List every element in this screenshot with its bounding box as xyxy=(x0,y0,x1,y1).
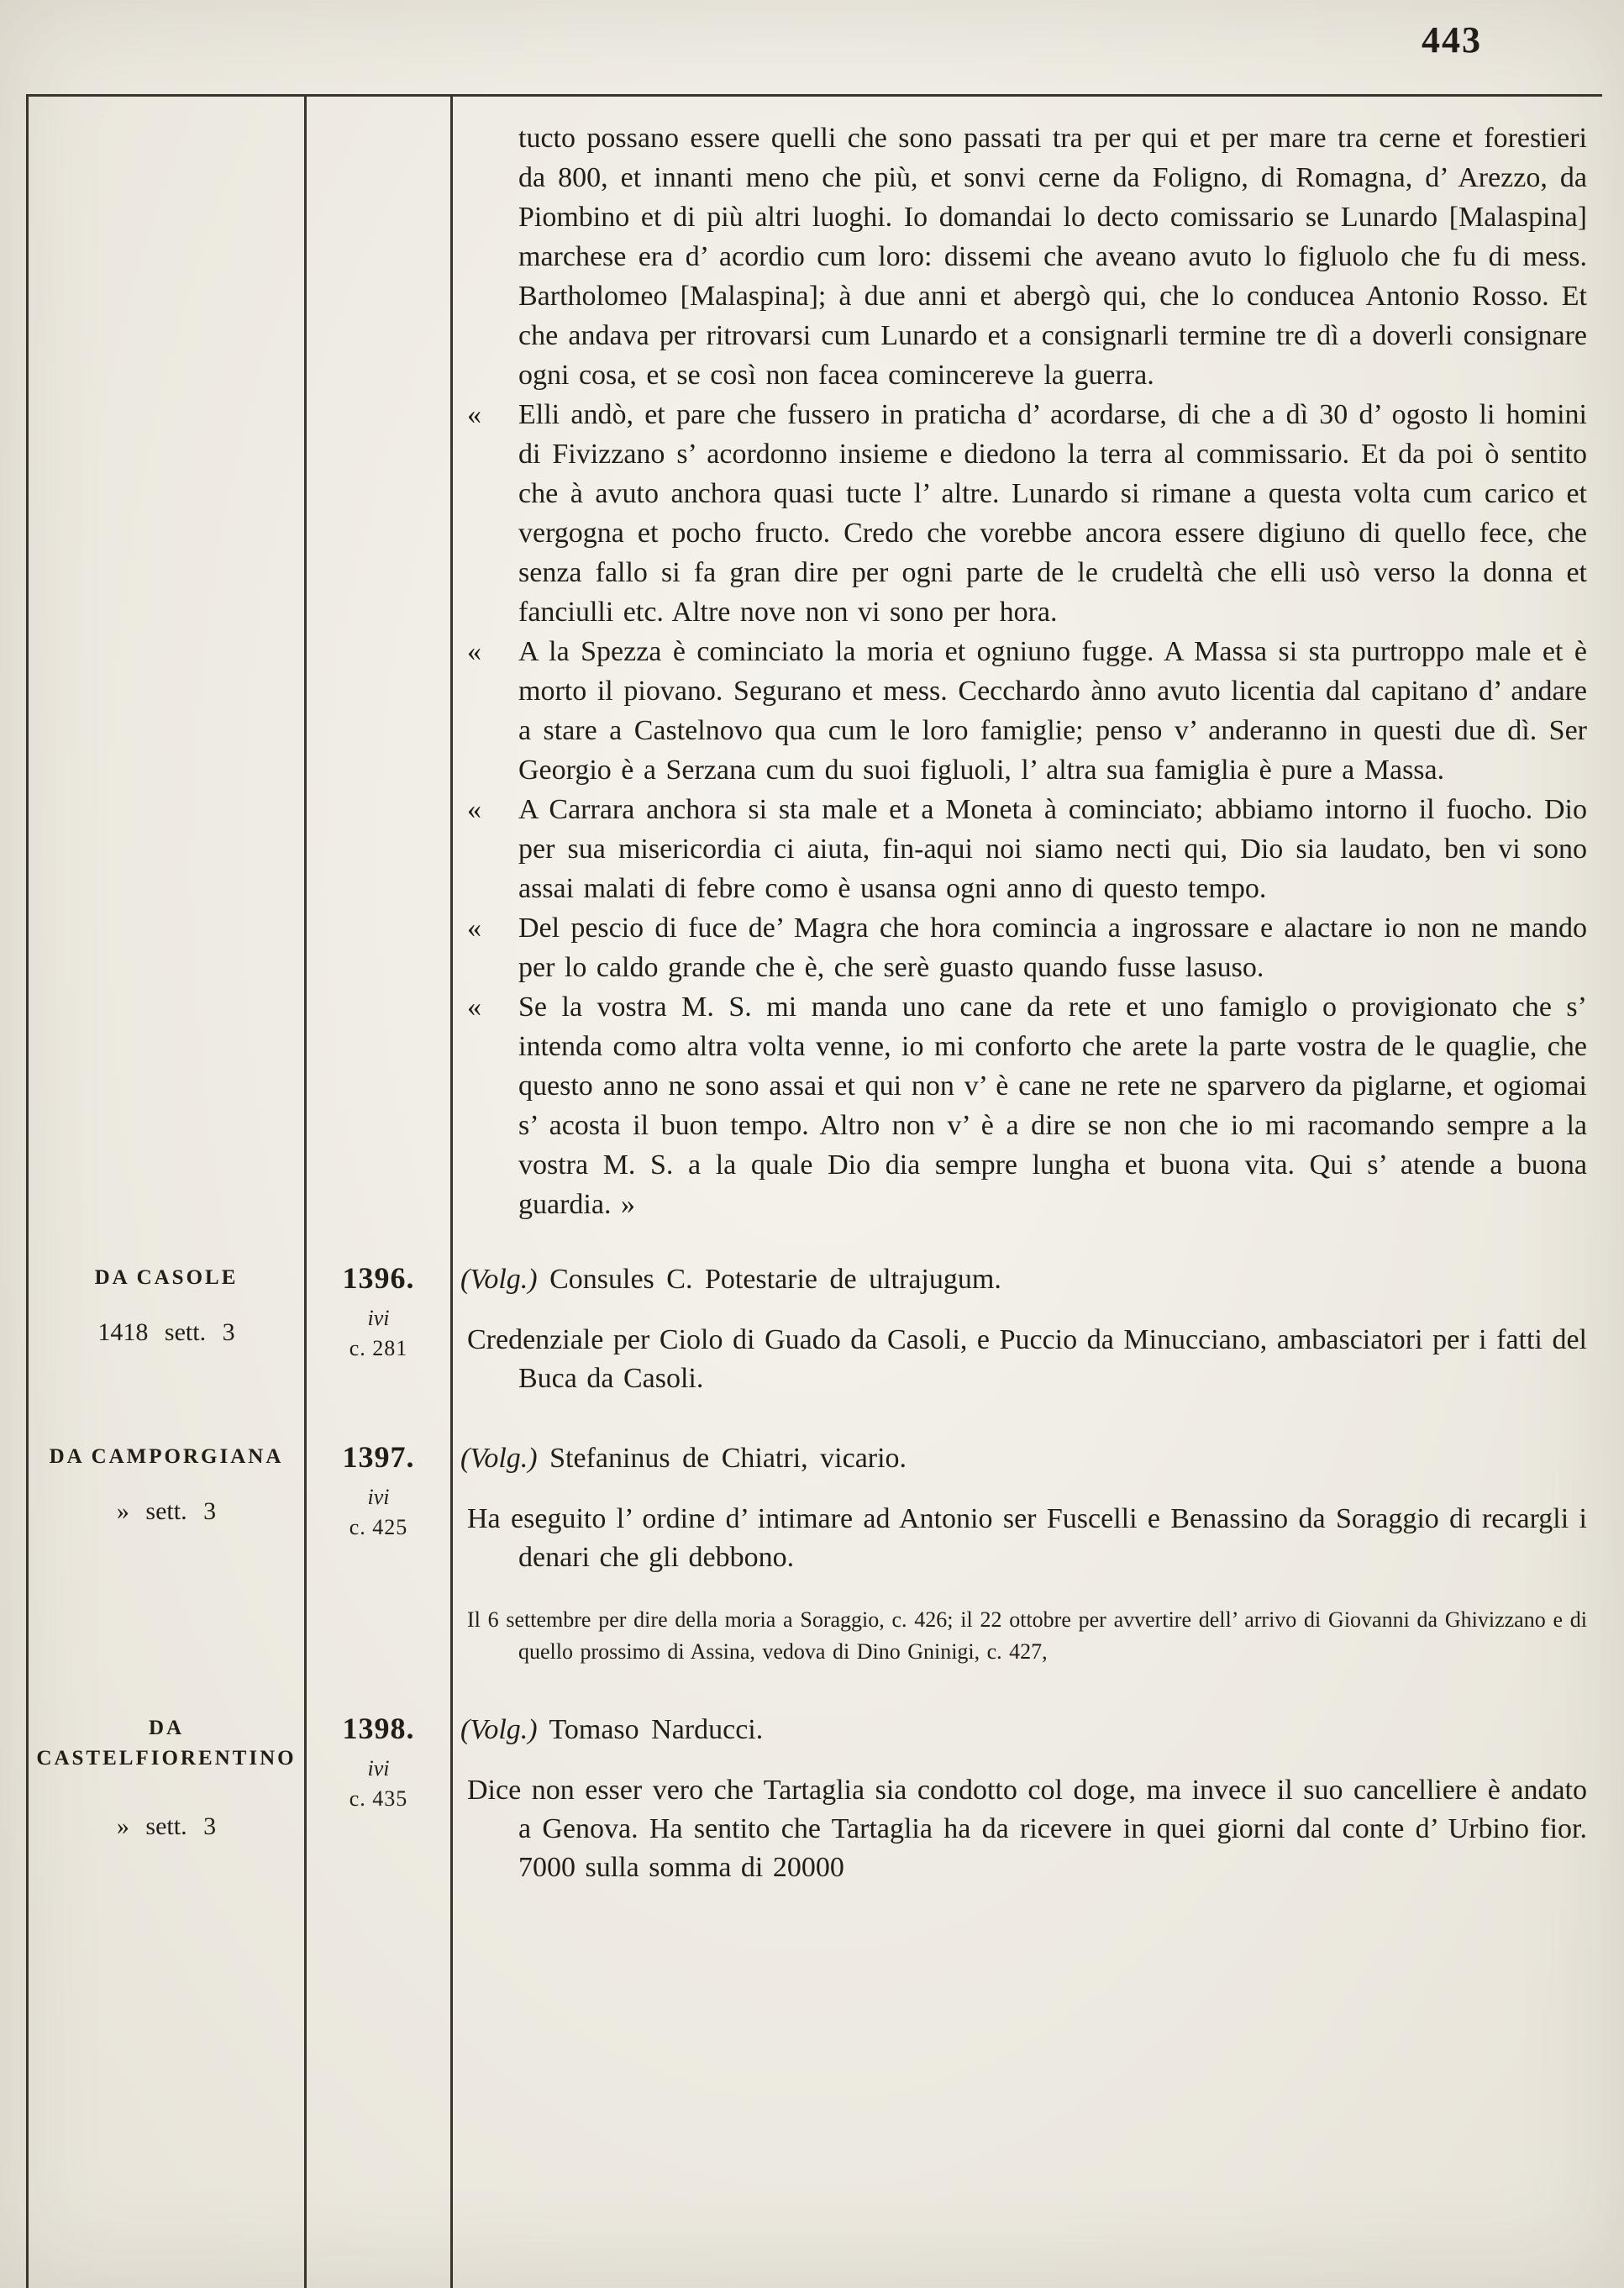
main-column xyxy=(453,97,1602,1224)
entry-source-ivi: ivi xyxy=(367,1756,390,1780)
entry-heading xyxy=(453,1439,1587,1478)
entry-carta-ref: c. 425 xyxy=(349,1515,408,1539)
entry-heading-text: Stefaninus de Chiatri, vicario. xyxy=(549,1443,907,1474)
letter-paragraph-text: tucto possano essere quelli che sono passati tra per qui et per mare tra cerne et forestieri da 800, et innanti meno che più, et sonvi cerne da Foligno, di Romagna, d’ Arezzo, da Piombino et di più altri luoghi. Io domandai lo decto comissario se Lunardo [Malaspina] marchese era d’ acordio cum loro: dissemi che aveano avuto lo figluolo che fu di mess. Bartholomeo [Malaspina]; à due anni et abergò qui, che lo conducea Antonio Rosso. Et che andava per ritrovarsi cum Lunardo et a consignarli termine tre dì a doverli consignare ogni cosa, et se così non facea comincereve la guerra. xyxy=(518,123,1587,391)
entry-number: 1398. xyxy=(342,1712,415,1745)
letter-paragraph xyxy=(467,395,1587,632)
entry-1398 xyxy=(29,1668,1602,1887)
letter-paragraph-text: A Carrara anchora si sta male et a Moneta à cominciato; abbiamo intorno il fuocho. Dio per sua misericordia ci aiuta, fin-aqui noi siamo necti qui, Dio sia laudato, ben vi sono assai malati di febre como è usansa ogni anno di questo tempo. xyxy=(518,794,1587,904)
entry-main xyxy=(453,1668,1602,1887)
entry-date: » sett. 3 xyxy=(116,1812,217,1840)
entry-heading-text: Tomaso Narducci. xyxy=(549,1714,764,1745)
opening-quote-mark: « xyxy=(467,991,481,1023)
entry-margin xyxy=(29,1668,307,1887)
letter-paragraph xyxy=(467,908,1587,987)
letter-paragraph-text: A la Spezza è cominciato la moria et ogniuno fugge. A Massa si sta purtroppo male et è morto il piovano. Segurano et mess. Cecchardo ànno avuto licentia dal capitano d’ andare a stare a Castelnovo qua cum le loro famiglie; penso v’ anderanno in questi due dì. Ser Georgio è a Serzana cum du suoi figluoli, l’ altra sua famiglia è pure a Massa. xyxy=(518,636,1587,786)
opening-quote-mark: « xyxy=(467,913,481,944)
number-column-empty xyxy=(307,1887,453,2288)
opening-quote-mark: « xyxy=(467,399,481,430)
entry-date: » sett. 3 xyxy=(116,1497,217,1525)
page-frame xyxy=(26,94,1602,2288)
entry-heading xyxy=(453,1710,1587,1749)
entry-margin xyxy=(29,1398,307,1668)
entry-main xyxy=(453,1224,1602,1398)
entry-carta-ref: c. 435 xyxy=(349,1786,408,1811)
filler-row xyxy=(29,1887,1602,2288)
letter-paragraph-text: Del pescio di fuce de’ Magra che hora comincia a ingrossare e alactare io non ne mando per lo caldo grande che è, che serè guasto quando fusse lasuso. xyxy=(518,913,1587,983)
opening-quote-mark: « xyxy=(467,794,481,825)
number-column-empty xyxy=(307,97,453,1224)
entry-provenance: DA CASTELFIORENTINO xyxy=(36,1717,297,1770)
entry-provenance: DA CASOLE xyxy=(94,1266,239,1289)
letter-text-block xyxy=(453,118,1587,1224)
letter-paragraph xyxy=(467,790,1587,908)
entry-body: Dice non esser vero che Tartaglia sia condotto col doge, ma invece il suo cancelliere è andato a Genova. Ha sentito che Tartaglia ha da ricevere in quei giorni dal conte d’ Urbino fior. 7000 sulla somma di 20000 xyxy=(467,1775,1587,1883)
entry-source-ivi: ivi xyxy=(367,1306,390,1330)
margin-column-empty xyxy=(29,97,307,1224)
entry-margin xyxy=(29,1224,307,1398)
entry-date: 1418 sett. 3 xyxy=(97,1318,235,1346)
entry-main xyxy=(453,1398,1602,1668)
entry-1397 xyxy=(29,1398,1602,1668)
margin-column-empty xyxy=(29,1887,307,2288)
letter-row xyxy=(29,97,1602,1224)
entry-heading-text: Consules C. Potestarie de ultrajugum. xyxy=(549,1264,1001,1295)
entry-body: Credenziale per Ciolo di Guado da Casoli, e Puccio da Minucciano, ambasciatori per i fatti del Buca da Casoli. xyxy=(467,1324,1587,1394)
entry-number-cell xyxy=(307,1224,453,1398)
entry-provenance: DA CAMPORGIANA xyxy=(49,1445,284,1468)
opening-quote-mark: « xyxy=(467,636,481,667)
entry-carta-ref: c. 281 xyxy=(349,1336,408,1360)
page-number: 443 xyxy=(1422,19,1482,60)
volg-label: (Volg.) xyxy=(460,1264,538,1295)
entry-body: Ha eseguito l’ ordine d’ intimare ad Antonio ser Fuscelli e Benassino da Soraggio di recargli i denari che gli debbono. xyxy=(467,1503,1587,1573)
letter-paragraph xyxy=(467,632,1587,790)
entry-heading xyxy=(453,1260,1587,1299)
entry-source-ivi: ivi xyxy=(367,1485,390,1509)
entry-1396 xyxy=(29,1224,1602,1398)
volg-label: (Volg.) xyxy=(460,1714,538,1745)
volg-label: (Volg.) xyxy=(460,1443,538,1474)
letter-paragraph-text: Se la vostra M. S. mi manda uno cane da rete et uno famiglo o provigionato che s’ intenda como altra volta venne, io mi conforto che arete la parte vostra de le quaglie, che questo anno ne sono assai et qui non v’ è cane ne rete ne sparvero da piglarne, et ogiomai s’ acosta il buon tempo. Altro non v’ è a dire se non che io mi racomando sempre a la vostra M. S. a la quale Dio dia sempre lungha et buona vita. Qui s’ atende a buona guardia. » xyxy=(518,991,1587,1220)
letter-paragraph-text: Elli andò, et pare che fussero in praticha d’ acordarse, di che a dì 30 d’ ogosto li homini di Fivizzano s’ acordonno insieme e diedono la terra al commissario. Et da poi ò sentito che à avuto anchora quasi tucte l’ altre. Lunardo si rimane a questa volta cum carico et vergogna et pocho fructo. Credo che vorebbe ancora essere digiuno di quello fece, che senza fallo si fa gran dire per ogni parte de le crudeltà che elli usò verso la donna et fanciulli etc. Altre nove non vi sono per hora. xyxy=(518,399,1587,628)
entry-number: 1396. xyxy=(342,1261,415,1295)
letter-paragraph xyxy=(467,987,1587,1224)
main-column-empty xyxy=(453,1887,1602,2288)
letter-paragraph xyxy=(518,118,1587,395)
entry-footnote: Il 6 settembre per dire della moria a Soraggio, c. 426; il 22 ottobre per avvertire dell’ arrivo di Giovanni da Ghivizzano e di quello prossimo di Assina, vedova di Dino Gninigi, c. 427, xyxy=(467,1607,1587,1664)
entry-number: 1397. xyxy=(342,1440,415,1474)
entry-number-cell xyxy=(307,1398,453,1668)
entry-number-cell xyxy=(307,1668,453,1887)
